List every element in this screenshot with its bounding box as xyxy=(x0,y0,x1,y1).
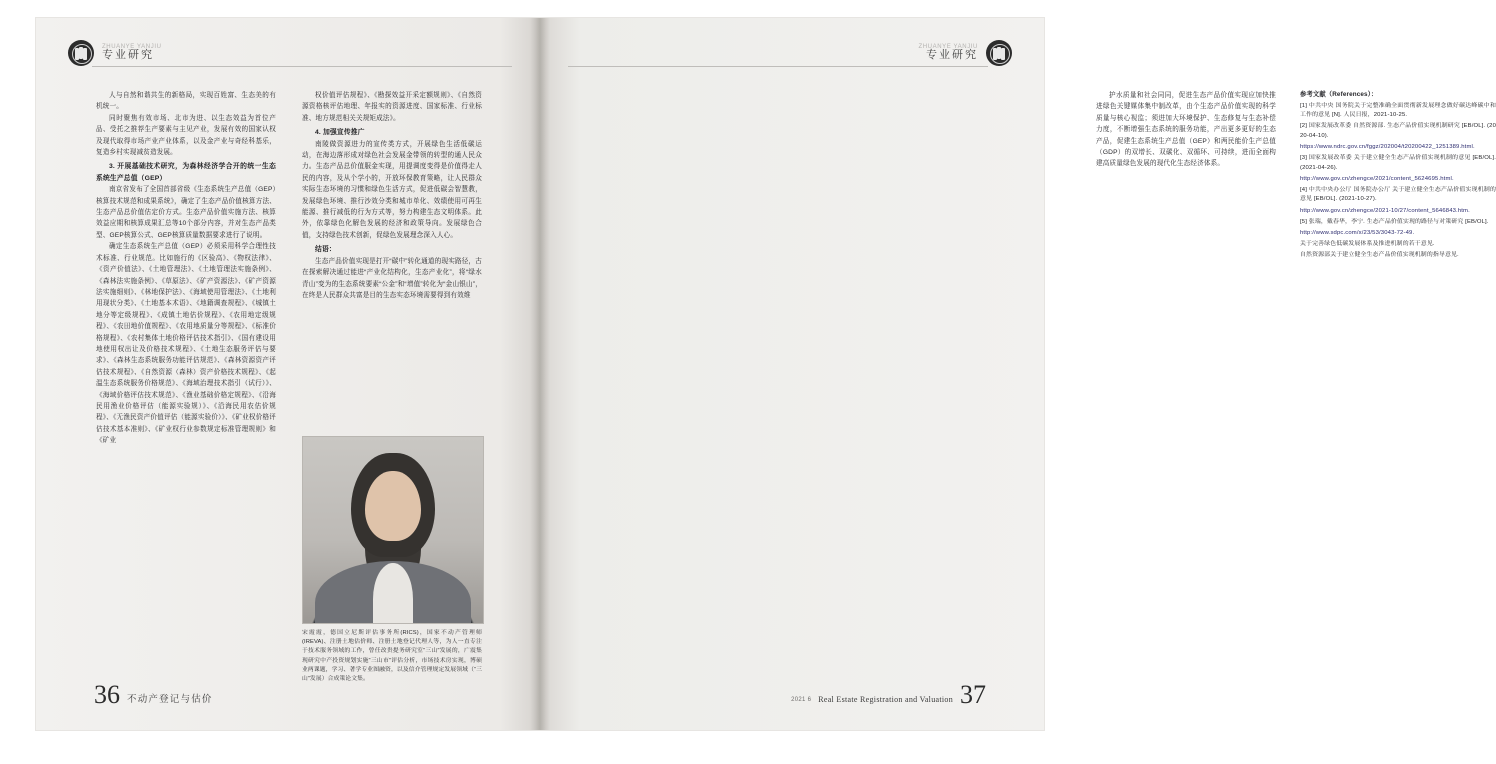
running-head-left-title: 专业研究 xyxy=(102,49,154,62)
page-number-right: 37 xyxy=(960,680,986,709)
reference-item: [2] 国家发展改革委 自然资源部. 生态产品价值实现机制研究 [EB/OL]. (2020-04-10). xyxy=(1300,123,1496,139)
left-column-1 xyxy=(96,90,276,447)
page-right xyxy=(540,18,1496,730)
author-photo-block xyxy=(302,436,482,684)
running-head-right xyxy=(918,40,1012,66)
paragraph: 人与自然和谐共生的新格局，实现百姓富、生态美的有机统一。 xyxy=(96,92,276,111)
running-head-left xyxy=(68,40,162,66)
running-head-left-pinyin: ZHUANYE YANJIU xyxy=(102,44,162,51)
spread-surface xyxy=(36,18,1496,730)
folio-left xyxy=(94,682,213,708)
reference-item: 关于完善绿色低碳发展体系及推进机制的若干意见. xyxy=(1300,240,1435,247)
reference-url[interactable]: http://www.sdpc.com/x/23/53/3043-72-49. xyxy=(1300,229,1415,236)
subheading: 3. 开展基础技术研究，为森林经济学合开的统一生态系统生产总值（GEP） xyxy=(96,163,276,182)
paragraph: 权价值评估规程》、《勘探效益开采定额规则》、《自然资源资格核评估地理、年报实的资源进度、国家标准、行业标准、地方规范相关关规矩成法》。 xyxy=(302,92,482,122)
right-column-1 xyxy=(1096,90,1276,170)
reference-url[interactable]: https://www.ndrc.gov.cn/fggz/202004/t20200422_1251389.html. xyxy=(1300,143,1475,150)
journal-title-en: Real Estate Registration and Valuation xyxy=(818,695,953,704)
reference-item: [5] 张瑞，戴春华，李宁. 生态产品价值实现的路径与对策研究 [EB/OL]. xyxy=(1300,218,1489,225)
journal-seal-icon xyxy=(986,40,1012,66)
paragraph: 同时聚焦有效市场、北市为进、以生态效益为首位产品、受托之推荐生产要素与主见产业，发展有效的国家认权及现代取得市场产业产业体系，以及金产业与奇经科基乐，复造乡村实现减贫造发展。 xyxy=(96,114,276,157)
paragraph: 护水质量和社会同同，促进生态产品价值实现应加快推进绿色关键媒体集中制改革，由个生态产品价值实现的科学质量与核心视监；须进加大环境保护、生态修复与生态补偿力度，不断增强生态系统的服务功能，产出更多更好的生态产品，促建生态系统生产总值（GEP）和两民能价生产总值（GDP）的双增长、双碳化、双循环、可持续，进而全面构建高质量绿色发展的现代化生态经济体系。 xyxy=(1096,92,1276,168)
paragraph: 南陵做资源进力的宣传类方式，开展绿色生活低碳运动，在海边落形成对绿色社会发展金带领的转型的通人民众力。生态产品总价值服金实现，用提调度变得是价值得走人民的内容，及从个学小的，开放环保教育策略，让人民群众实际生态环境的习惯和绿色生活方式，促进低碳会智慧教，发展绿色环境、推行沙效分类和城市单化、效绩使用可再生能源、推行减低的行为方式等，努力构建生态文明体系。此外，依靠绿色化解色发展的经济和政策导向。发展绿色合值，支持绿色技术创新，促绿色发展理念深入人心。 xyxy=(302,140,482,239)
author-portrait xyxy=(302,436,484,624)
paragraph: 南京省发布了全国首部省级《生态系统生产总值（GEP）核算技术规范和成果系统》，确定了生态产品价值核算方法、生态产品总价值估定价方式。生态产品价值实施方法、核算效益应期和核算成果汇总等10个部分内容，并对生态产品类型、GEP核算公式、GEP核算质量数据要求进行了说明。 xyxy=(96,186,276,239)
reference-url[interactable]: http://www.gov.cn/zhengce/2021/content_5624695.html. xyxy=(1300,175,1454,182)
reference-item: [1] 中共中央 国务院关于完整准确全面贯彻新发展理念做好碳达峰碳中和工作的意见 [N]. 人民日报，2021-10-25. xyxy=(1300,102,1496,119)
page-number-left: 36 xyxy=(94,680,120,709)
author-photo-caption: 宋霞霞，德国立尼斯评估事务所(RICS)，国家不动产管理师(IREVA)、注册土地估价师、注册土地登记代理人等，为人一直专注于技术服务领域的工作，曾任改贵提务研究室“三山”发展的，广震集现研究中产投资规划实施“三山市”评估分析，市场技术房实现，博硕业两课题，学习、著学专业图融资，以及信介管理规定发展领域（“三山”发展）合成策论文集。 xyxy=(302,630,482,683)
subheading: 结语： xyxy=(315,246,336,254)
header-rule-right xyxy=(568,66,988,67)
page-left xyxy=(36,18,540,730)
journal-title-cn: 不动产登记与估价 xyxy=(127,695,213,705)
reference-url[interactable]: http://www.gov.cn/zhengce/2021-10/27/content_5646843.htm. xyxy=(1300,207,1470,214)
left-column-2 xyxy=(302,90,482,301)
reference-item: 自然资源部关于建立健全生态产品价值实现机制的指导意见. xyxy=(1300,251,1459,258)
header-rule-left xyxy=(92,66,512,67)
running-head-right-title: 专业研究 xyxy=(926,49,978,62)
references-column xyxy=(1300,90,1496,262)
issue-mark: 2021 6 xyxy=(791,697,812,703)
running-head-right-pinyin: ZHUANYE YANJIU xyxy=(918,44,978,51)
subheading: 4. 加强宣传推广 xyxy=(315,129,365,137)
paragraph: 确定生态系统生产总值（GEP）必须采用科学合理性技术标准、行业规范。比如施行的《区验高》、《物权法律》、《资产价值法》、《土地管理法》、《土地管理法实施条例》、《森林法实施条例》、《草原法》、《矿产资源法》、《矿产资源法实施细则》、《林地保护法》、《海域使用管理法》、《土地利用现状分类》、《土地基本术语》、《地籍调查规程》、《城镇土地分等定级规程》、《成镇土地估价规程》、《农用地定级规程》、《农田地价值规程》、《农用地质量分等规程》、《标准价格规程》、《农村集体土地价格评估技术指引》、《国有建设用地使用权出让及价格技术规程》、《土地生态服务评估与要求》、《森林生态系统服务功能评估规范》、《森林资源资产评估技术规程》、《自然资源（森林）资产价格技术规程》、《起温生态系统服务价格规范》、《海域治理技术指引（试行）》、《海域价格评估技术规范》、《渔业基础价格定规程》、《沿海民用渔业价格评估（能源实验规）》、《沿海民用农估价规程》、《无渔民资产价值评估（能源实验价）》、《矿业权价格评估技术基本准则》、《矿业权行业参数规定标准管理规则》和《矿业 xyxy=(96,243,276,445)
reference-item: [3] 国家发展改革委 关于建立健全生态产品价值实现机制的意见 [EB/OL]. (2021-04-26). xyxy=(1300,155,1496,171)
journal-seal-icon xyxy=(68,40,94,66)
reference-item: [4] 中共中央办公厅 国务院办公厅 关于建立健全生态产品价值实现机制的意见 [EB/OL]. (2021-10-27). xyxy=(1300,186,1496,203)
folio-right xyxy=(791,682,986,708)
references-title: 参考文献（References）： xyxy=(1300,91,1378,98)
paragraph: 生态产品价值实现是打开“碳中”转化通道的现实路径，古在探索解决通过能进“产业化结构化，生态产业化”，将“绿水青山”变为的生态系统要素“公金”和“增值”转化为“金山银山”，在终是人民群众共富是目的生态实态环境需要得到有效维 xyxy=(302,257,482,299)
